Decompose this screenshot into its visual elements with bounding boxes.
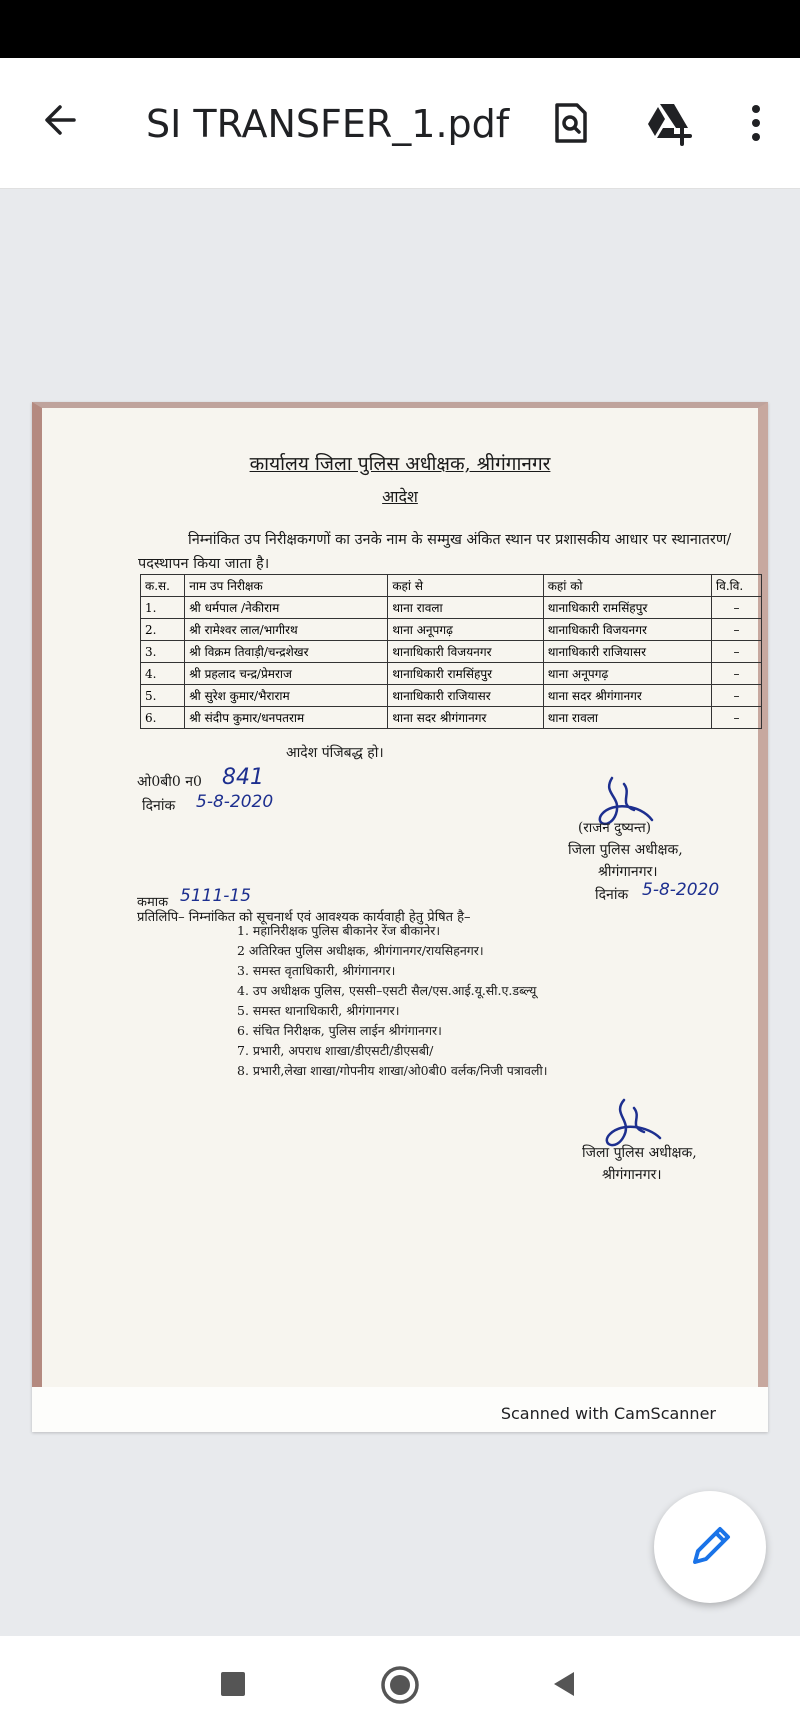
triangle-back-icon: [544, 1664, 584, 1704]
list-item: 7. प्रभारी, अपराध शाखा/डीएसटी/डीएसबी/: [237, 1043, 434, 1058]
table-cell: –: [712, 641, 762, 663]
document-title: SI TRANSFER_1.pdf: [146, 102, 510, 146]
table-cell: श्री विक्रम तिवाड़ी/चन्द्रशेखर: [185, 641, 388, 663]
column-header: कहां से: [388, 575, 543, 597]
back-button[interactable]: [38, 98, 82, 142]
signer-title: जिला पुलिस अधीक्षक,: [568, 842, 683, 858]
kramank-value: 5111-15: [180, 886, 252, 906]
kramank-label: कमाक: [137, 895, 169, 910]
table-cell: थानाधिकारी विजयनगर: [543, 619, 711, 641]
scanned-document: [32, 402, 768, 1387]
recents-button[interactable]: [213, 1664, 253, 1704]
signer2-title: जिला पुलिस अधीक्षक,: [582, 1145, 697, 1161]
system-back-button[interactable]: [544, 1664, 584, 1704]
list-item: 1. महानिरीक्षक पुलिस बीकानेर रेंज बीकानेर।: [237, 923, 441, 938]
transfer-table: [140, 574, 762, 729]
table-cell: श्री धर्मपाल /नेकीराम: [185, 597, 388, 619]
list-item: 4. उप अधीक्षक पुलिस, एससी–एसटी सैल/एस.आई.यू.सी.ए.डब्ल्यू: [237, 983, 537, 998]
list-item: 3. समस्त वृताधिकारी, श्रीगंगानगर।: [237, 963, 396, 978]
list-item: 2 अतिरिक्त पुलिस अधीक्षक, श्रीगंगानगर/रायसिहनगर।: [237, 943, 484, 958]
signer-name: (राजन दुष्यन्त): [578, 820, 651, 836]
table-row: [141, 685, 762, 707]
table-cell: थाना सदर श्रीगंगानगर: [543, 685, 711, 707]
table-cell: थाना सदर श्रीगंगानगर: [388, 707, 543, 729]
more-options-button[interactable]: [733, 100, 779, 146]
column-header: क.स.: [141, 575, 185, 597]
table-cell: 6.: [141, 707, 185, 729]
table-cell: थानाधिकारी रामसिंहपुर: [543, 597, 711, 619]
copy-list: [237, 921, 547, 1081]
table-cell: –: [712, 597, 762, 619]
table-cell: –: [712, 685, 762, 707]
table-cell: 5.: [141, 685, 185, 707]
document-heading: कार्यालय जिला पुलिस अधीक्षक, श्रीगंगानगर: [249, 453, 551, 475]
edit-pencil-icon: [654, 1491, 766, 1603]
table-cell: –: [712, 619, 762, 641]
table-row: [141, 597, 762, 619]
date2-label: दिनांक: [595, 887, 629, 903]
table-row: [141, 707, 762, 729]
add-to-drive-button[interactable]: [644, 100, 690, 146]
column-header: नाम उप निरीक्षक: [185, 575, 388, 597]
table-cell: 1.: [141, 597, 185, 619]
table-cell: 3.: [141, 641, 185, 663]
date-label: दिनांक: [142, 798, 176, 814]
home-button[interactable]: [379, 1664, 419, 1704]
registered-note: आदेश पंजिबद्ध हो।: [286, 745, 384, 761]
table-cell: –: [712, 707, 762, 729]
table-cell: थानाधिकारी राजियासर: [388, 685, 543, 707]
table-cell: थानाधिकारी विजयनगर: [388, 641, 543, 663]
list-item: 8. प्रभारी,लेखा शाखा/गोपनीय शाखा/ओ0बी0 वर्लक/निजी पत्रावली।: [237, 1063, 548, 1078]
table-cell: –: [712, 663, 762, 685]
copy-heading: प्रतिलिपि– निम्नांकित को सूचनार्थ एवं आवश्यक कार्यवाही हेतु प्रेषित है–: [137, 910, 471, 925]
circle-home-icon: [379, 1664, 421, 1706]
table-cell: थाना रावला: [388, 597, 543, 619]
table-cell: श्री रामेश्वर लाल/भागीरथ: [185, 619, 388, 641]
table-cell: 2.: [141, 619, 185, 641]
table-cell: श्री सुरेश कुमार/भैराराम: [185, 685, 388, 707]
table-header-row: [141, 575, 762, 597]
ob-label: ओ0बी0 न0: [137, 774, 202, 790]
more-vert-icon: [733, 100, 779, 146]
square-recents-icon: [213, 1664, 253, 1704]
table-row: [141, 619, 762, 641]
signer2-place: श्रीगंगानगर।: [602, 1167, 662, 1183]
app-toolbar: [0, 58, 800, 189]
find-in-page-button[interactable]: [548, 100, 594, 146]
table-cell: थानाधिकारी राजियासर: [543, 641, 711, 663]
pdf-page[interactable]: [32, 402, 768, 1432]
document-subheading: आदेश: [382, 487, 418, 506]
ob-number: 841: [222, 765, 264, 790]
table-cell: थाना अनूपगढ़: [388, 619, 543, 641]
status-bar: [0, 0, 800, 58]
table-cell: थाना अनूपगढ़: [543, 663, 711, 685]
add-to-drive-icon: [644, 100, 694, 146]
table-row: [141, 663, 762, 685]
edit-fab-button[interactable]: [654, 1491, 766, 1603]
find-in-page-icon: [548, 100, 594, 146]
column-header: वि.वि.: [712, 575, 762, 597]
camscanner-watermark: Scanned with CamScanner: [500, 1404, 716, 1423]
table-cell: श्री संदीप कुमार/धनपतराम: [185, 707, 388, 729]
table-row: [141, 641, 762, 663]
table-cell: थानाधिकारी रामसिंहपुर: [388, 663, 543, 685]
column-header: कहां को: [543, 575, 711, 597]
arrow-left-icon: [38, 98, 82, 142]
date2-value: 5-8-2020: [642, 880, 720, 900]
table-cell: 4.: [141, 663, 185, 685]
signer-place: श्रीगंगानगर।: [598, 864, 658, 880]
system-nav-bar: [0, 1636, 800, 1733]
list-item: 5. समस्त थानाधिकारी, श्रीगंगानगर।: [237, 1003, 400, 1018]
date-value: 5-8-2020: [196, 792, 274, 812]
list-item: 6. संचित निरीक्षक, पुलिस लाईन श्रीगंगानगर।: [237, 1023, 442, 1038]
table-cell: श्री प्रहलाद चन्द्र/प्रेमराज: [185, 663, 388, 685]
table-cell: थाना रावला: [543, 707, 711, 729]
order-paragraph: निम्नांकित उप निरीक्षकगणों का उनके नाम के सम्मुख अंकित स्थान पर प्रशासकीय आधार पर स्थानातरण/पदस्थापन किया जाता है।: [138, 532, 732, 572]
